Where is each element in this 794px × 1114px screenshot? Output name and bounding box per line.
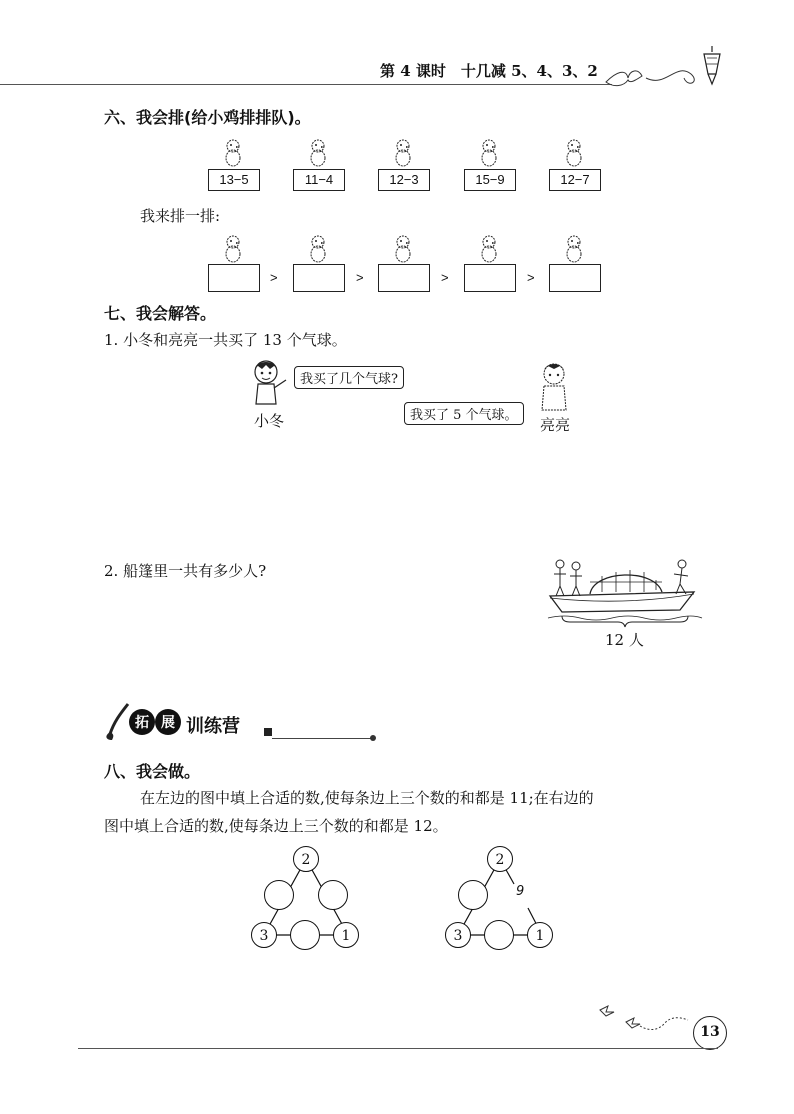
banner-label: 训练营 — [186, 716, 240, 737]
banner-rule — [272, 738, 372, 739]
chick-icon — [392, 138, 414, 168]
speech-bubble-right: 我买了 5 个气球。 — [404, 402, 524, 425]
answer-box[interactable] — [293, 264, 345, 292]
answer-box[interactable] — [464, 264, 516, 292]
page-number: 13 — [700, 1024, 720, 1040]
section-7-title: 七、我会解答。 — [104, 304, 217, 323]
chick-icon — [307, 234, 329, 264]
section-8-title: 八、我会做。 — [104, 762, 201, 781]
triangle-right-top: 2 — [487, 846, 513, 872]
handwritten-number: 9 — [516, 884, 525, 899]
expression-box: 13−5 — [208, 169, 260, 191]
boy-icon — [246, 358, 290, 414]
expression-box: 12−7 — [549, 169, 601, 191]
answer-box[interactable] — [208, 264, 260, 292]
triangle-right-blank[interactable] — [484, 920, 514, 950]
triangle-left-blank[interactable] — [290, 920, 320, 950]
triangle-right-blank[interactable] — [458, 880, 488, 910]
chick-icon — [478, 138, 500, 168]
question-2-text: 2. 船篷里一共有多少人? — [104, 562, 267, 580]
chick-icon — [222, 138, 244, 168]
banner-badge-text-2: 展 — [161, 715, 175, 731]
triangle-left-blank[interactable] — [264, 880, 294, 910]
name-label-left: 小冬 — [254, 412, 285, 430]
expression-box: 12−3 — [378, 169, 430, 191]
boy-icon — [534, 360, 576, 416]
triangle-left-top: 2 — [293, 846, 319, 872]
total-people-label: 12 人 — [605, 631, 644, 649]
banner-badge-text-1: 拓 — [135, 715, 149, 731]
header-rule — [0, 84, 612, 85]
section-6-title: 六、我会排(给小鸡排排队)。 — [104, 108, 311, 127]
speech-bubble-left: 我买了几个气球? — [294, 366, 404, 389]
banner-dot — [370, 735, 376, 741]
instruction-line-2: 图中填上合适的数,使每条边上三个数的和都是 12。 — [104, 817, 448, 835]
lamp-icon — [698, 44, 726, 90]
triangle-right-bottom-left: 3 — [445, 922, 471, 948]
instruction-line-1: 在左边的图中填上合适的数,使每条边上三个数的和都是 11;在右边的 — [140, 789, 594, 807]
total-brace — [560, 614, 690, 628]
chick-icon — [307, 138, 329, 168]
greater-than-sign: > — [441, 270, 449, 285]
greater-than-sign: > — [270, 270, 278, 285]
expression-box: 11−4 — [293, 169, 345, 191]
triangle-left-bottom-left: 3 — [251, 922, 277, 948]
expression-box: 15−9 — [464, 169, 516, 191]
triangle-left-blank[interactable] — [318, 880, 348, 910]
footer-rule — [78, 1048, 718, 1049]
greater-than-sign: > — [527, 270, 535, 285]
chick-icon — [563, 234, 585, 264]
triangle-right-bottom-right: 1 — [527, 922, 553, 948]
chick-icon — [222, 234, 244, 264]
answer-box[interactable] — [378, 264, 430, 292]
greater-than-sign: > — [356, 270, 364, 285]
chick-icon — [563, 138, 585, 168]
triangle-left-bottom-right: 1 — [333, 922, 359, 948]
banner-square — [264, 728, 272, 736]
lesson-header: 第 4 课时 十几减 5、4、3、2 — [380, 62, 598, 80]
answer-box[interactable] — [549, 264, 601, 292]
ordering-prompt: 我来排一排: — [140, 207, 221, 225]
chick-icon — [392, 234, 414, 264]
bird-icon — [592, 1000, 692, 1036]
name-label-right: 亮亮 — [540, 416, 571, 434]
banner-badge — [128, 708, 184, 736]
chick-icon — [478, 234, 500, 264]
question-1-text: 1. 小冬和亮亮一共买了 13 个气球。 — [104, 331, 347, 349]
